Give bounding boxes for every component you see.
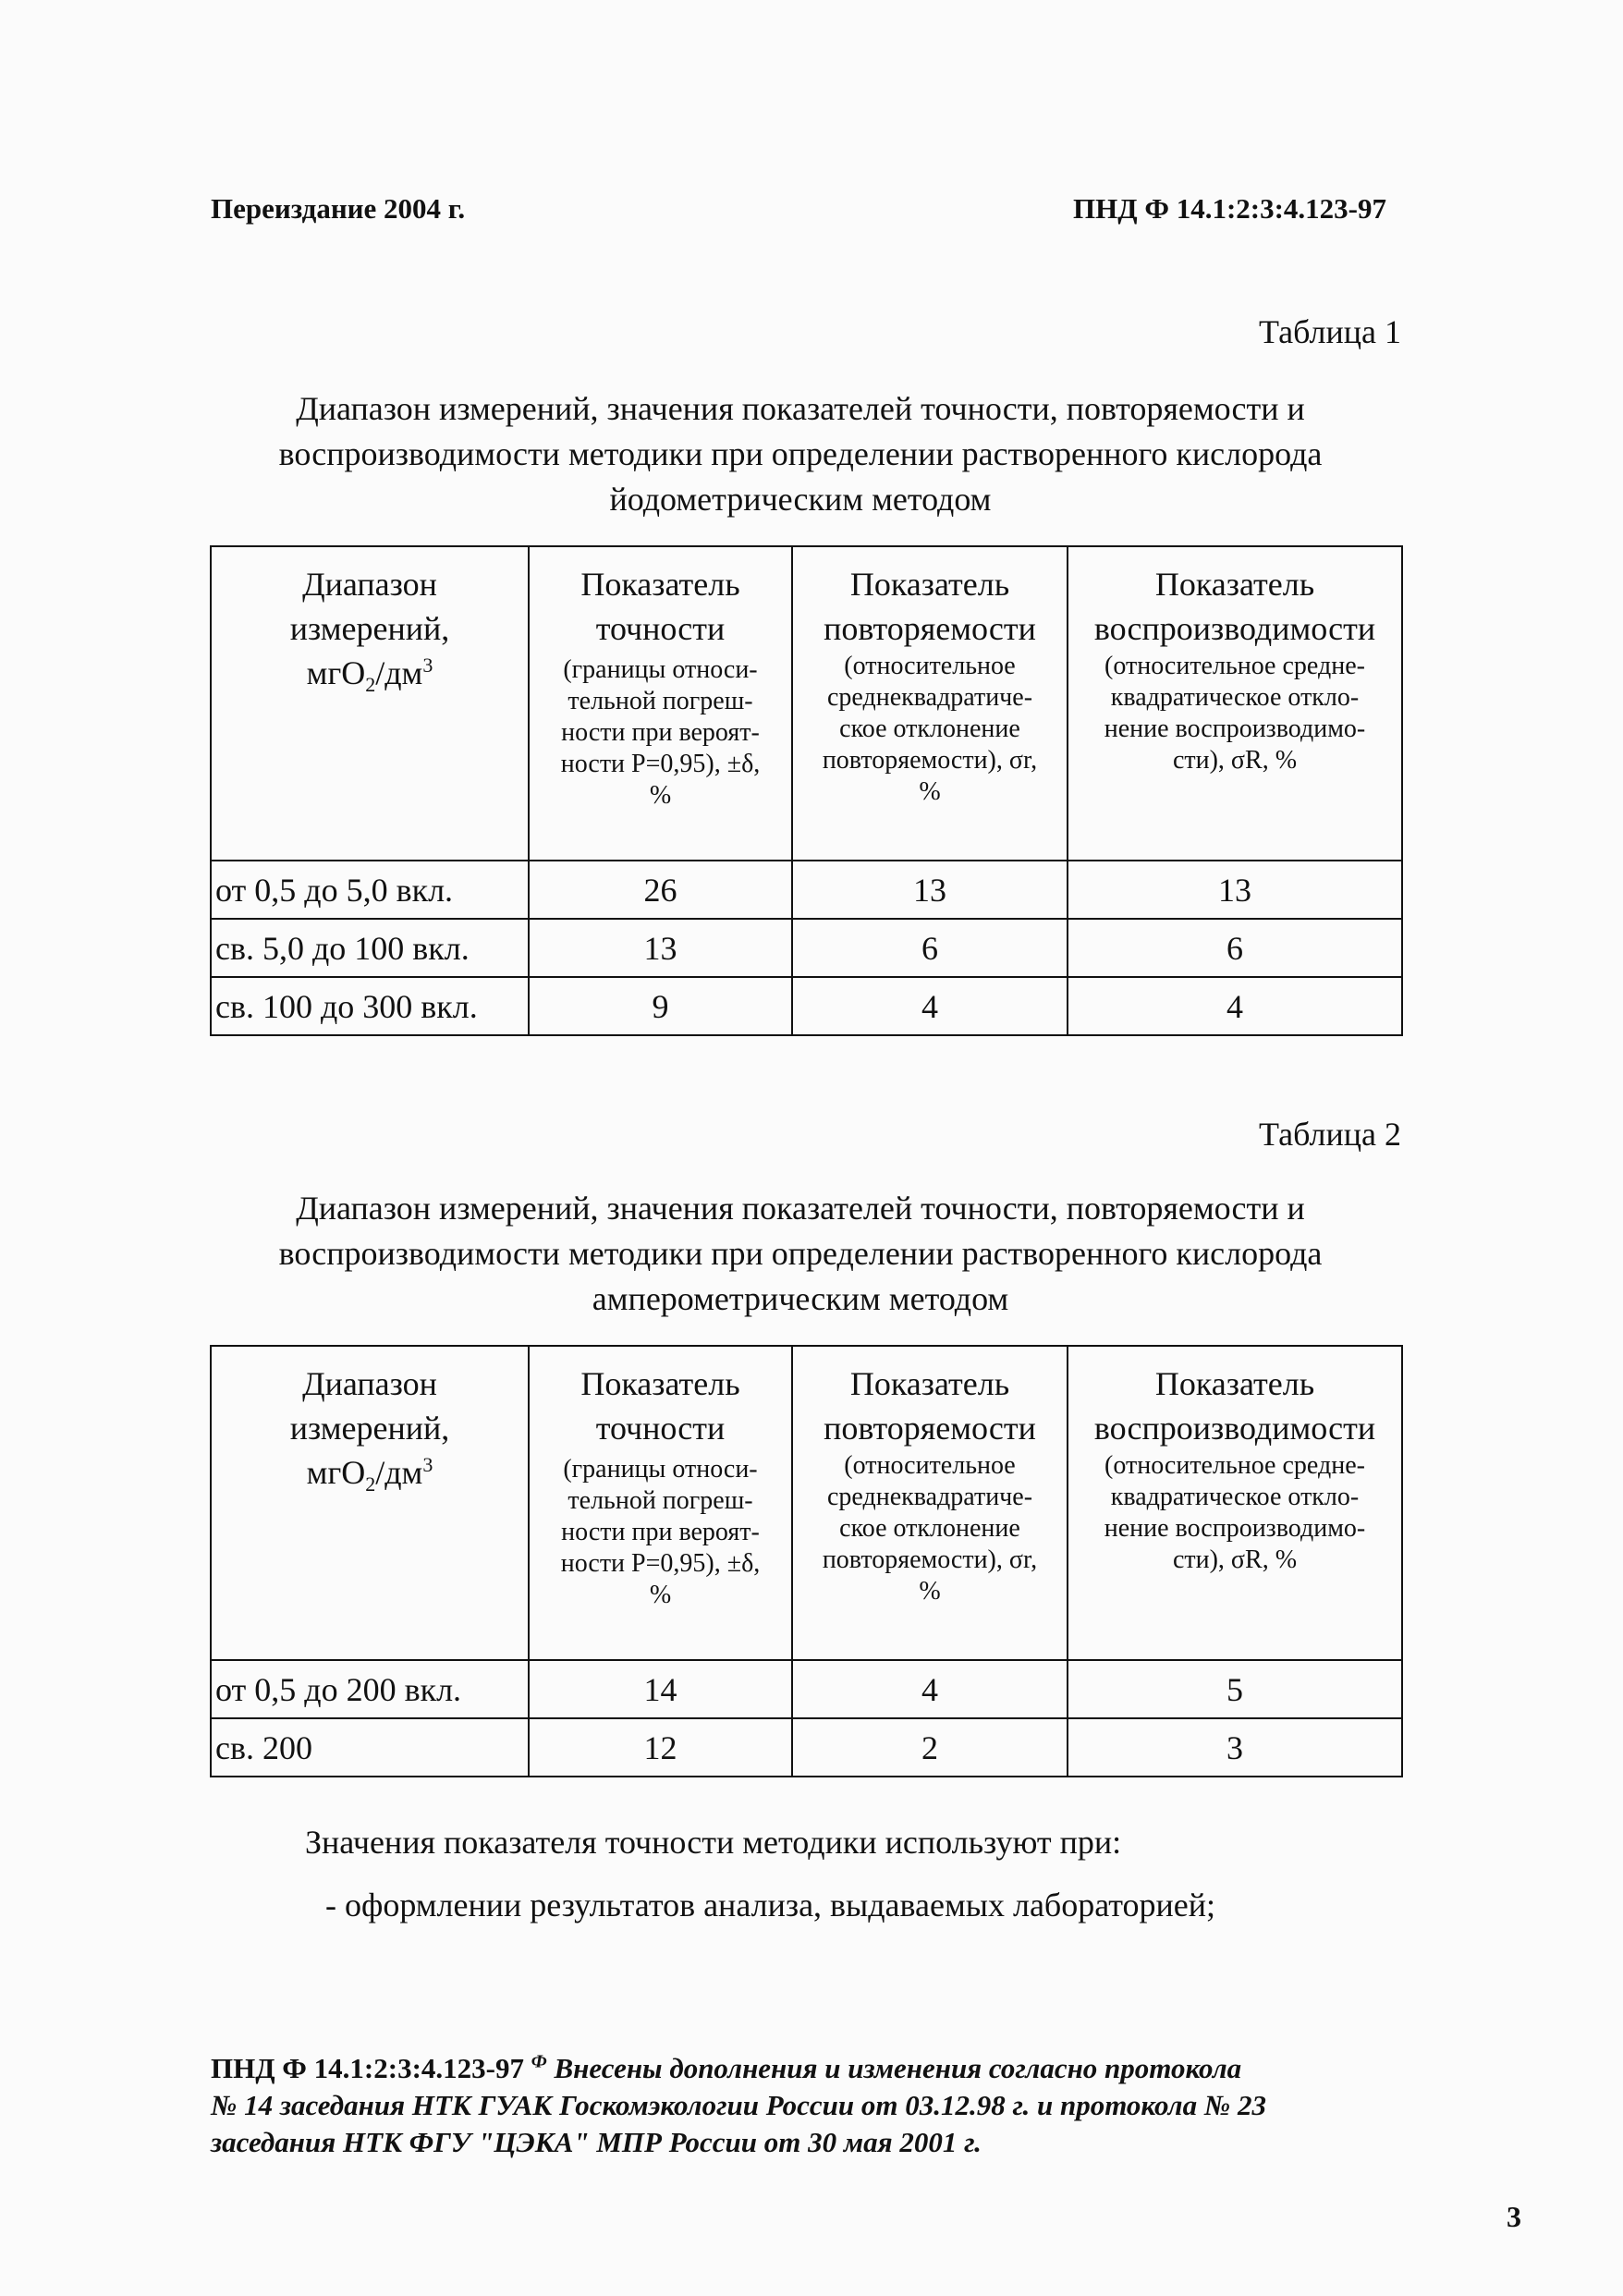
cell-reproducibility: 5 — [1068, 1660, 1402, 1718]
cell-reproducibility: 4 — [1068, 977, 1402, 1035]
cell-range: от 0,5 до 5,0 вкл. — [211, 861, 529, 919]
list-item: - оформлении результатов анализа, выдаваемых лабораторией; — [325, 1887, 1216, 1924]
footnote-text: Внесены дополнения и изменения согласно протокола — [554, 2052, 1242, 2084]
caption-line: воспроизводимости методики при определении растворенного кислорода — [278, 435, 1323, 472]
caption-line: амперометрическим методом — [592, 1280, 1009, 1317]
header-range — [211, 546, 529, 861]
header-repeatability-note: (относительное среднеквадратиче- ское отклонение повторяемости), σr, % — [822, 652, 1038, 806]
header-reproducibility-title: Показатель воспроизводимости — [1093, 566, 1376, 647]
cell-range: св. 100 до 300 вкл. — [211, 977, 529, 1035]
cell-range: от 0,5 до 200 вкл. — [211, 1660, 529, 1718]
header-repeatability — [792, 1346, 1068, 1660]
header-reproducibility — [1068, 1346, 1402, 1660]
header-range-title: Диапазон измерений, $мгО_2/дм^3$ — [289, 1365, 450, 1496]
header-accuracy-note: (границы относи- тельной погреш- ности при вероят- ности Р=0,95), ±δ, % — [560, 1455, 761, 1609]
header-reproducibility-note: (относительное средне- квадратическое откло- нение воспроизводимо- сти), σR, % — [1104, 652, 1366, 775]
cell-reproducibility: 13 — [1068, 861, 1402, 919]
header-range — [211, 1346, 529, 1660]
caption-line: Диапазон измерений, значения показателей точности, повторяемости и — [296, 390, 1305, 427]
footnote-line: заседания НТК ФГУ "ЦЭКА" МПР России от 30 мая 2001 г. — [211, 2126, 982, 2158]
caption-line: воспроизводимости методики при определении растворенного кислорода — [278, 1235, 1323, 1272]
cell-accuracy: 12 — [529, 1718, 792, 1777]
table2-label: Таблица 2 — [1259, 1116, 1401, 1153]
table-header-row — [211, 1346, 1402, 1660]
cell-range: св. 200 — [211, 1718, 529, 1777]
cell-accuracy: 26 — [529, 861, 792, 919]
footnote-line — [211, 2050, 1403, 2087]
table-row — [211, 977, 1402, 1035]
header-reproducibility-title: Показатель воспроизводимости — [1093, 1365, 1376, 1447]
header-accuracy-title: Показатель точности — [580, 566, 740, 647]
cell-accuracy: 14 — [529, 1660, 792, 1718]
cell-range: св. 5,0 до 100 вкл. — [211, 919, 529, 977]
amendment-footnote — [211, 2050, 1403, 2161]
footnote-mark: Ф — [531, 2051, 547, 2072]
table-row — [211, 919, 1402, 977]
body-paragraph: Значения показателя точности методики используют при: — [305, 1824, 1122, 1861]
header-repeatability-note: (относительное среднеквадратиче- ское отклонение повторяемости), σr, % — [822, 1451, 1038, 1606]
caption-line: Диапазон измерений, значения показателей точности, повторяемости и — [296, 1190, 1305, 1227]
cell-accuracy: 13 — [529, 919, 792, 977]
table-header-row — [211, 546, 1402, 861]
header-accuracy-note: (границы относи- тельной погреш- ности при вероят- ности Р=0,95), ±δ, % — [560, 655, 761, 810]
table-row — [211, 1718, 1402, 1777]
footnote-line: № 14 заседания НТК ГУАК Госкомэкологии России от 03.12.98 г. и протокола № 23 — [211, 2089, 1266, 2121]
cell-repeatability: 13 — [792, 861, 1068, 919]
cell-reproducibility: 6 — [1068, 919, 1402, 977]
page-number: 3 — [1507, 2200, 1521, 2233]
cell-repeatability: 2 — [792, 1718, 1068, 1777]
table2-caption — [185, 1186, 1416, 1322]
cell-repeatability: 6 — [792, 919, 1068, 977]
table1 — [210, 545, 1403, 1036]
header-accuracy-title: Показатель точности — [580, 1365, 740, 1447]
table-row — [211, 861, 1402, 919]
header-reproducibility — [1068, 546, 1402, 861]
footnote-code: ПНД Ф 14.1:2:3:4.123-97 — [211, 2052, 524, 2084]
table1-caption — [185, 386, 1416, 522]
header-repeatability-title: Показатель повторяемости — [824, 1365, 1036, 1447]
header-reproducibility-note: (относительное средне- квадратическое откло- нение воспроизводимо- сти), σR, % — [1104, 1451, 1366, 1574]
header-repeatability-title: Показатель повторяемости — [824, 566, 1036, 647]
table-row — [211, 1660, 1402, 1718]
cell-accuracy: 9 — [529, 977, 792, 1035]
header-range-title: Диапазон измерений, $мгО_2/дм^3$ — [289, 566, 450, 697]
header-accuracy — [529, 1346, 792, 1660]
table1-label: Таблица 1 — [1259, 313, 1401, 350]
header-accuracy — [529, 546, 792, 861]
header-repeatability — [792, 546, 1068, 861]
cell-reproducibility: 3 — [1068, 1718, 1402, 1777]
cell-repeatability: 4 — [792, 977, 1068, 1035]
cell-repeatability: 4 — [792, 1660, 1068, 1718]
table2 — [210, 1345, 1403, 1777]
caption-line: йодометрическим методом — [609, 481, 992, 518]
document-code: ПНД Ф 14.1:2:3:4.123-97 — [1073, 192, 1386, 225]
reissue-note: Переиздание 2004 г. — [211, 192, 466, 225]
